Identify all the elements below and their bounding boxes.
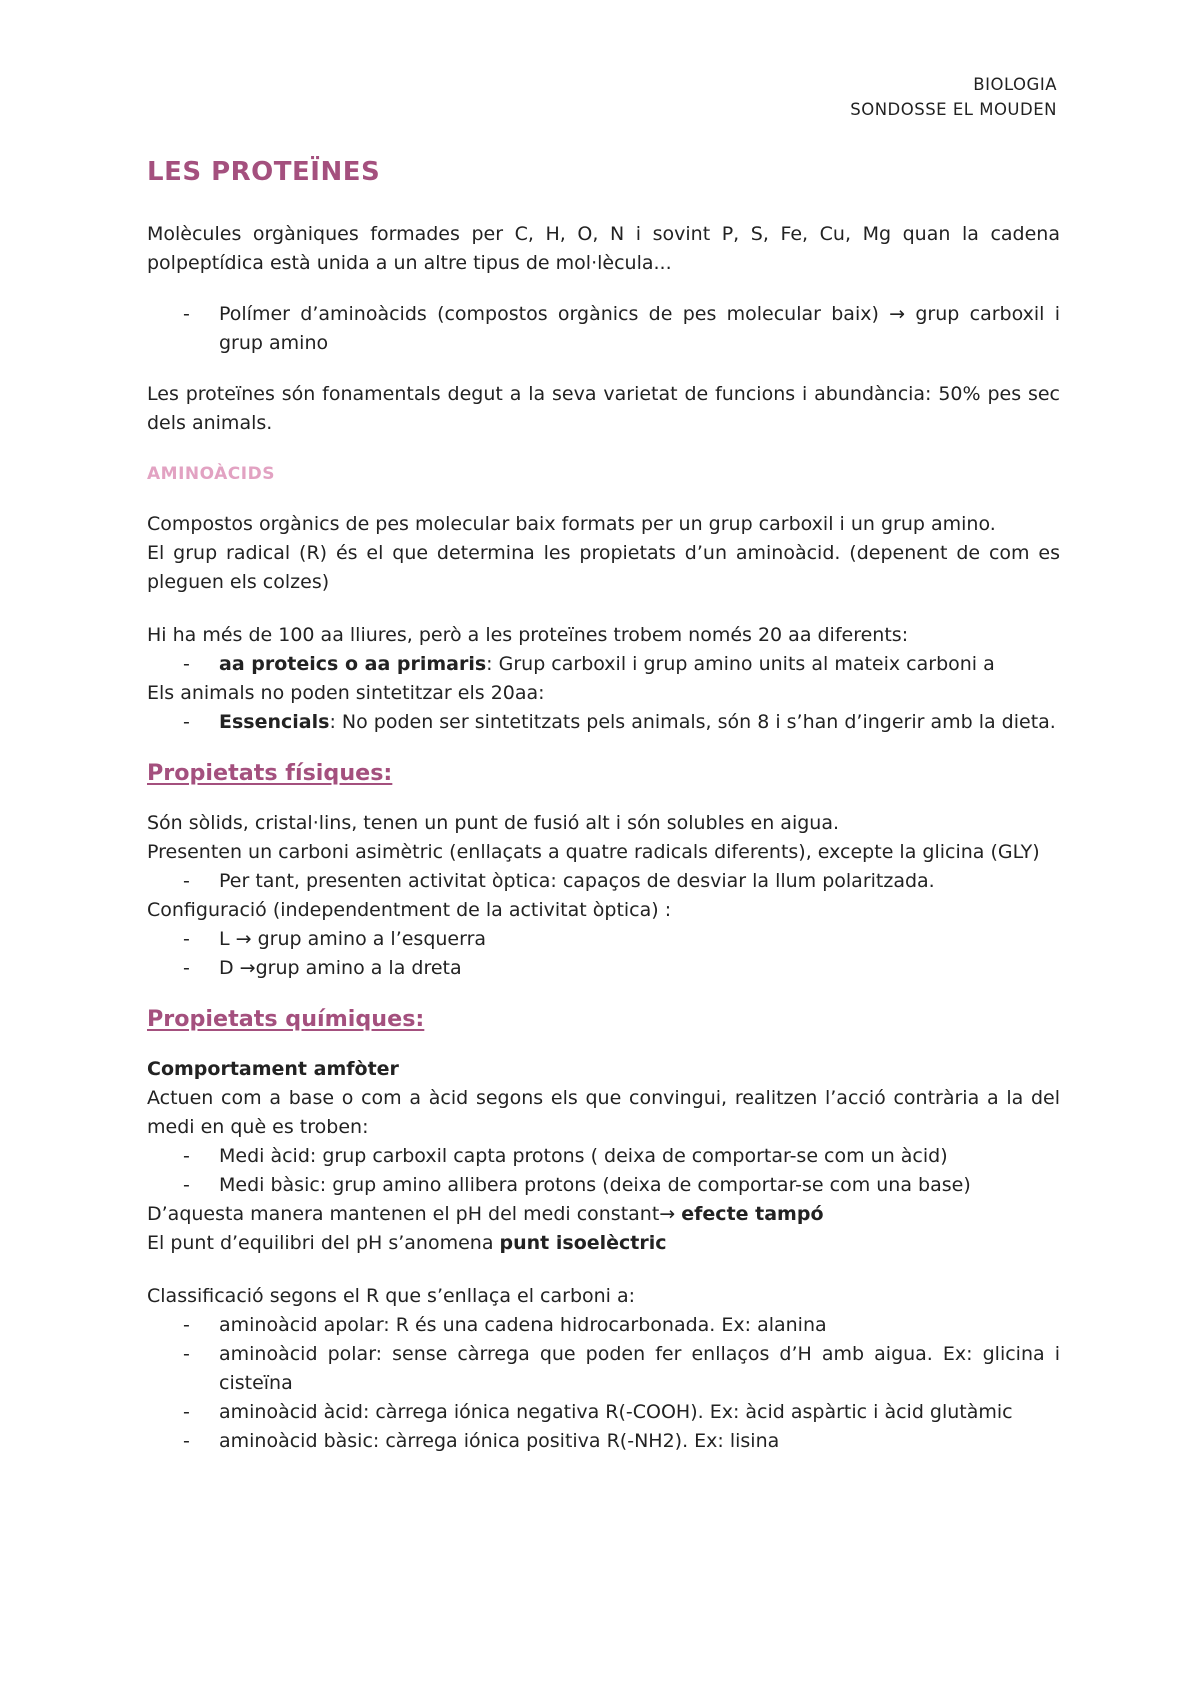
fisiques-line-3: Configuració (independentment de la activitat òptica) : — [147, 899, 672, 921]
list-item: - Per tant, presenten activitat òptica: capaços de desviar la llum polaritzada. — [147, 867, 1060, 896]
classificacio-intro: Classificació segons el R que s’enllaça el carboni a: — [147, 1285, 636, 1307]
line-text: D’aquesta manera mantenen el pH del medi constant→ — [147, 1203, 682, 1225]
header-author: SONDOSSE EL MOUDEN — [850, 100, 1057, 119]
bold-term: punt isoelèctric — [499, 1232, 667, 1254]
bold-term: efecte tampó — [681, 1203, 824, 1225]
list-item — [147, 650, 1060, 679]
classificacio-list — [147, 1311, 1060, 1456]
intro-paragraph: Molècules orgàniques formades per C, H, O, N i sovint P, S, Fe, Cu, Mg quan la cadena polpeptídica està unida a un altre tipus de mol·lècula... — [147, 223, 1060, 274]
aminoacids-line-3: Hi ha més de 100 aa lliures, però a les proteïnes trobem només 20 aa diferents: — [147, 624, 909, 646]
subheading-fisiques: Propietats físiques: — [147, 760, 393, 786]
term-definition: : Grup carboxil i grup amino units al mateix carboni a — [486, 653, 995, 675]
quimiques-line-3 — [147, 1229, 1060, 1258]
list-item: - aminoàcid apolar: R és una cadena hidrocarbonada. Ex: alanina — [147, 1311, 1060, 1340]
fisiques-line-1: Són sòlids, cristal·lins, tenen un punt de fusió alt i són solubles en aigua. — [147, 812, 840, 834]
term-definition: : No poden ser sintetitzats pels animals, són 8 i s’han d’ingerir amb la dieta. — [329, 711, 1056, 733]
list-item: - Medi àcid: grup carboxil capta protons ( deixa de comportar-se com un àcid) — [147, 1142, 1060, 1171]
aminoacids-line-4: Els animals no poden sintetitzar els 20aa: — [147, 682, 545, 704]
list-item: - D →grup amino a la dreta — [147, 954, 1060, 983]
quimiques-line-1: Actuen com a base o com a àcid segons els que convingui, realitzen l’acció contrària a la del medi en què es troben: — [147, 1087, 1060, 1138]
quimiques-subtitle: Comportament amfòter — [147, 1058, 399, 1080]
document-body — [147, 152, 1060, 1456]
list-item: - Medi bàsic: grup amino allibera protons (deixa de comportar-se com una base) — [147, 1171, 1060, 1200]
configuracio-list — [147, 925, 1060, 983]
page-header — [850, 72, 1057, 122]
subheading-quimiques: Propietats químiques: — [147, 1006, 425, 1032]
list-item: - aminoàcid polar: sense càrrega que poden fer enllaços d’H amb aigua. Ex: glicina i cisteïna — [147, 1340, 1060, 1398]
essencials-list — [147, 708, 1060, 737]
intro-list — [147, 300, 1060, 358]
list-item: - Polímer d’aminoàcids (compostos orgànics de pes molecular baix) → grup carboxil i grup amino — [147, 300, 1060, 358]
list-item: - aminoàcid àcid: càrrega iónica negativa R(-COOH). Ex: àcid aspàrtic i àcid glutàmic — [147, 1398, 1060, 1427]
section-heading-aminoacids: AMINOÀCIDS — [147, 464, 275, 484]
quimiques-line-2 — [147, 1200, 1060, 1229]
page-title: LES PROTEÏNES — [147, 157, 381, 187]
fisiques-list-1 — [147, 867, 1060, 896]
fisiques-line-2: Presenten un carboni asimètric (enllaçats a quatre radicals diferents), excepte la glicina (GLY) — [147, 841, 1040, 863]
bold-term: Essencials — [219, 711, 330, 733]
list-item: - aminoàcid bàsic: càrrega iónica positiva R(-NH2). Ex: lisina — [147, 1427, 1060, 1456]
aminoacids-line-1: Compostos orgànics de pes molecular baix formats per un grup carboxil i un grup amino. — [147, 513, 996, 535]
list-item: - L → grup amino a l’esquerra — [147, 925, 1060, 954]
intro-paragraph-2: Les proteïnes són fonamentals degut a la seva varietat de funcions i abundància: 50% pes sec dels animals. — [147, 383, 1060, 434]
header-subject: BIOLOGIA — [973, 75, 1057, 94]
aminoacids-line-2: El grup radical (R) és el que determina les propietats d’un aminoàcid. (depenent de com es pleguen els colzes) — [147, 542, 1060, 593]
bold-term: aa proteics o aa primaris — [219, 653, 487, 675]
line-text: El punt d’equilibri del pH s’anomena — [147, 1232, 500, 1254]
primaris-list — [147, 650, 1060, 679]
medi-list — [147, 1142, 1060, 1200]
list-item — [147, 708, 1060, 737]
